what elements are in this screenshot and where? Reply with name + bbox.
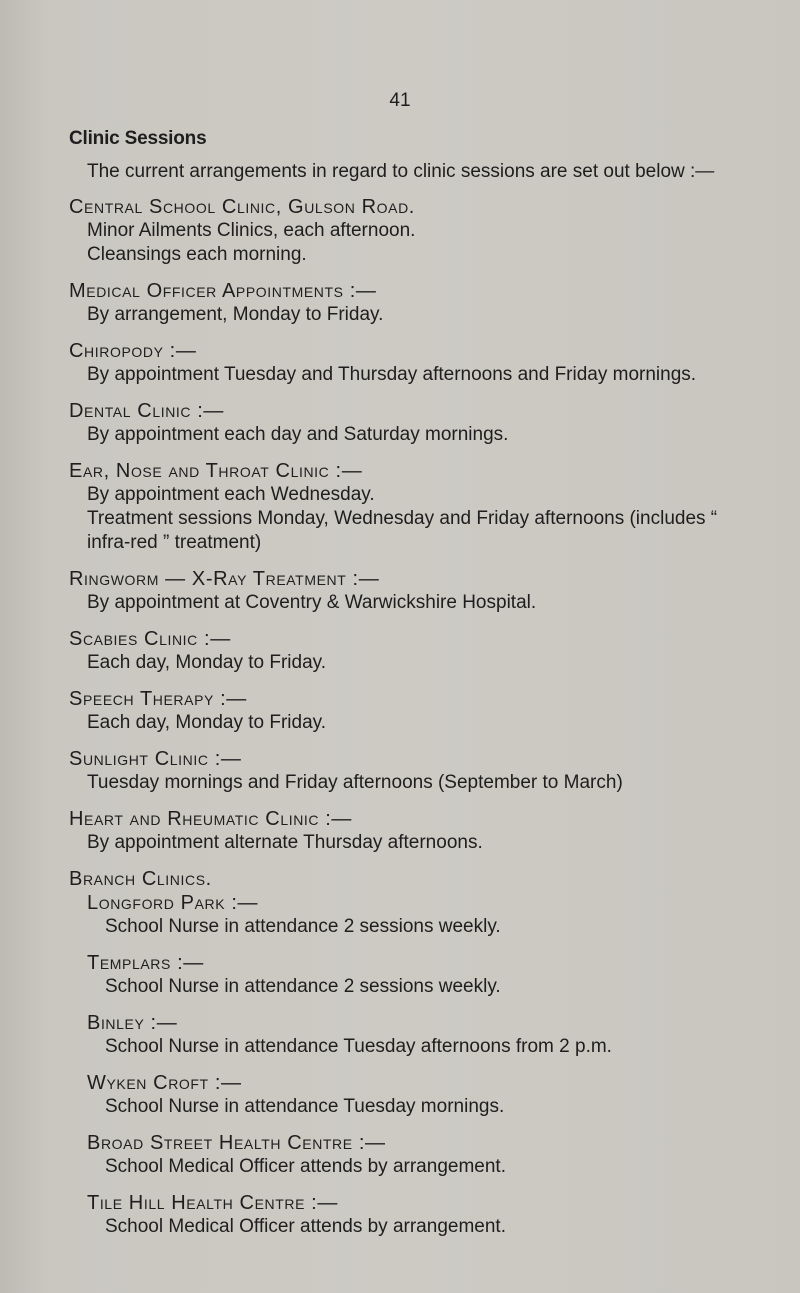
clinic-title: Ringworm — X-Ray Treatment :— [69,568,380,590]
clinic-sunlight [69,747,739,795]
clinic-detail: Each day, Monday to Friday. [87,712,327,733]
clinic-title: Ear, Nose and Throat Clinic :— [69,460,363,482]
clinic-title: Sunlight Clinic :— [69,748,242,770]
clinic-central-school [69,195,739,267]
clinic-chiropody [69,339,739,387]
branch-detail: School Medical Officer attends by arrangement. [105,1156,506,1177]
clinic-detail: By appointment at Coventry & Warwickshire Hospital. [87,592,537,613]
clinic-ear-nose-throat [69,459,739,555]
clinic-speech-therapy [69,687,739,735]
branch-binley [87,1011,739,1059]
clinic-title: Central School Clinic, Gulson Road. [69,196,415,218]
clinic-heart-rheumatic [69,807,739,855]
section-heading: Clinic Sessions [69,128,207,149]
clinic-title: Speech Therapy :— [69,688,247,710]
clinic-ringworm [69,567,739,615]
branch-detail: School Nurse in attendance Tuesday mornings. [105,1096,505,1117]
branch-templars [87,951,739,999]
branch-broad-street [87,1131,739,1179]
clinic-detail: By appointment alternate Thursday afternoons. [87,832,483,853]
branch-title: Templars :— [87,952,204,974]
branch-longford-park [87,891,739,939]
branch-tile-hill [87,1191,739,1239]
clinic-detail: By appointment each Wednesday. [87,484,375,505]
branch-title: Longford Park :— [87,892,259,914]
branch-title: Broad Street Health Centre :— [87,1132,386,1154]
clinic-title: Dental Clinic :— [69,400,225,422]
page-content [69,128,739,1251]
branch-detail: School Nurse in attendance 2 sessions weekly. [105,976,501,997]
clinic-detail: Tuesday mornings and Friday afternoons (September to March) [87,772,623,793]
clinic-title: Heart and Rheumatic Clinic :— [69,808,353,830]
clinic-title: Medical Officer Appointments :— [69,280,377,302]
branch-detail: School Nurse in attendance 2 sessions weekly. [105,916,501,937]
clinic-detail: By appointment each day and Saturday mornings. [87,424,509,445]
branch-detail: School Medical Officer attends by arrangement. [105,1216,506,1237]
clinic-detail: Cleansings each morning. [87,244,307,265]
branch-title: Wyken Croft :— [87,1072,242,1094]
clinic-scabies [69,627,739,675]
page-number: 41 [389,90,411,111]
branch-title: Tile Hill Health Centre :— [87,1192,338,1214]
branch-title: Binley :— [87,1012,178,1034]
clinic-dental [69,399,739,447]
clinic-detail: Minor Ailments Clinics, each afternoon. [87,220,416,241]
clinic-medical-officer [69,279,739,327]
clinic-detail: Treatment sessions Monday, Wednesday and Friday afternoons (includes “ infra-red ” treatment) [87,508,718,553]
branch-clinics [69,867,739,1239]
clinic-detail: By arrangement, Monday to Friday. [87,304,384,325]
branch-clinics-title: Branch Clinics. [69,868,212,890]
clinic-detail: By appointment Tuesday and Thursday afternoons and Friday mornings. [87,364,697,385]
branch-detail: School Nurse in attendance Tuesday afternoons from 2 p.m. [105,1036,612,1057]
branch-wyken-croft [87,1071,739,1119]
clinic-title: Chiropody :— [69,340,197,362]
intro-paragraph: The current arrangements in regard to clinic sessions are set out below :— [87,161,715,182]
clinic-detail: Each day, Monday to Friday. [87,652,327,673]
clinic-title: Scabies Clinic :— [69,628,231,650]
